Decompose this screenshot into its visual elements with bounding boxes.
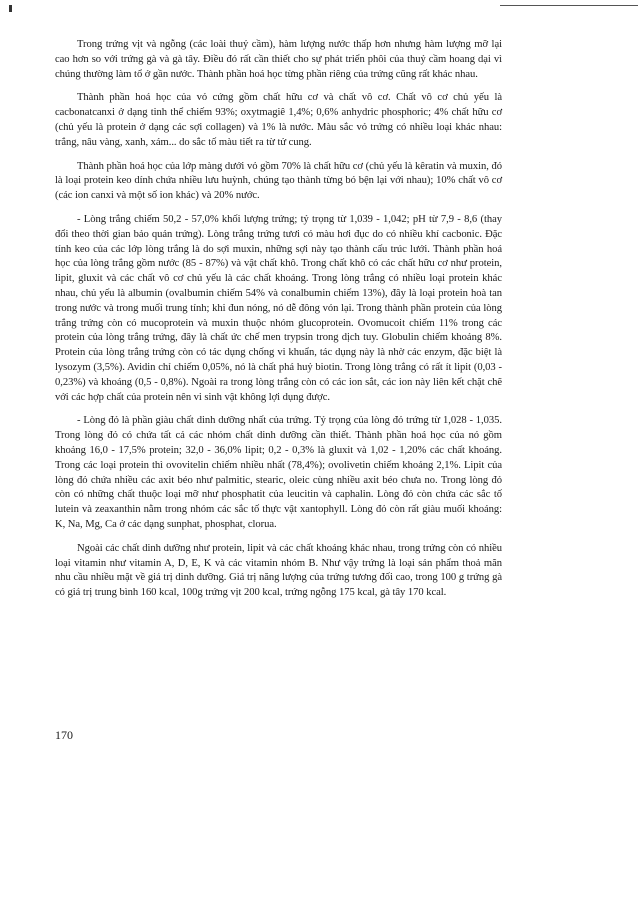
- scan-mark: [9, 5, 12, 12]
- paragraph-egg-yolk: - Lòng đỏ là phần giàu chất dinh dưỡng nhất của trứng. Tỷ trọng của lòng đỏ trứng từ 1,028 - 1,035. Trong lòng đỏ có chứa tất cả các nhóm chất dinh dưỡng cần thiết. Thành phần hoá học của nó gồm khoảng 16,0 - 17,5% protein; 32,0 - 36,0% lipit; 0,2 - 0,3% là gluxit và 1,02 - 1,20% các chất khoáng. Trong các loại protein thì ovovitelin chiếm nhiều nhất (78,4%); ovolivetin chiếm khoảng 2,1%. Lipit của lòng đỏ chứa nhiều các axit béo như palmitic, stearic, oleic cùng nhiều axit béo chưa no. Trong lòng đỏ còn có những chất thuộc loại mỡ như phosphatit của leucitin và caphalin. Lòng đỏ còn chứa các sắc tố lutein và zeaxanthin nằm trong nhóm các sắc tố thực vật xantophyll. Lòng đỏ còn rất giàu muối khoáng: K, Na, Mg, Ca ở các dạng sunphat, phosphat, clorua.: [55, 415, 502, 530]
- paragraph-vitamins-energy: Ngoài các chất dinh dưỡng như protein, lipit và các chất khoáng khác nhau, trong trứng còn có nhiều loại vitamin như vitamin A, D, E, K và các vitamin nhóm B. Như vậy trứng là loại sản phẩm thoả mãn nhu cầu nhiều mặt về giá trị dinh dưỡng. Giá trị năng lượng của trứng tương đối cao, trong 100 g trứng gà có giá trị trung bình 160 kcal, 100g trứng vịt 200 kcal, trứng ngỗng 175 kcal, gà tây 170 kcal.: [55, 542, 502, 599]
- paragraph-waterfowl-eggs: Trong trứng vịt và ngỗng (các loài thuỷ cầm), hàm lượng nước thấp hơn nhưng hàm lượng mỡ lại cao hơn so với trứng gà và gà tây. Điều đó rất cần thiết cho sự phát triển phôi của thuỷ cầm hoang dại vì chúng thường làm tổ ở gần nước. Thành phần hoá học từng phần riêng của trứng cũng rất khác nhau.: [55, 39, 502, 80]
- paragraph-shell-composition: Thành phần hoá học của vỏ cứng gồm chất hữu cơ và chất vô cơ. Chất vô cơ chủ yếu là cacbonatcanxi ở dạng tinh thể chiếm 93%; oxytmagiê 1,4%; 0,6% anhydric phosphoric; 4% chất hữu cơ (chủ yếu là protein ở dạng các sợi collagen) và 1% là nước. Màu sắc vỏ trứng có nhiều loại khác nhau: trắng, nâu vàng, xanh, xám... do sắc tố màu tiết ra từ tử cung.: [55, 92, 502, 148]
- header-rule: [500, 5, 638, 6]
- body-text: [55, 38, 502, 610]
- paragraph-egg-white: - Lòng trắng chiếm 50,2 - 57,0% khối lượng trứng; tỷ trọng từ 1,039 - 1,042; pH từ 7,9 - 8,6 (thay đổi theo thời gian bảo quản trứng). Lòng trắng trứng tươi có màu hơi đục do có nhiều khí cacbonic. Đặc tính keo của các lớp lòng trắng là do sợi muxin, những sợi này tạo thành cấu trúc lưới. Thành phần hoá học của lòng trắng gồm nước (85 - 87%) và vật chất khô. Trong chất khô có các chất hữu cơ như protein, lipit, gluxit và các chất vô cơ chủ yếu là các chất khoáng. Trong lòng trắng có nhiều loại protein khác nhau, chủ yếu là albumin (ovalbumin chiếm 54% và conalbumin chiếm 13%), đây là loại protein hoà tan trong nước và trong muối trung tính; khi đun nóng, nó dễ đông vón lại. Trong thành phần protein của lòng trắng trứng còn có mucoprotein và muxin thuộc nhóm glucoprotein. Ovomucoit chiếm 11% trong các protein của lòng trắng trứng, đây là chất ức chế men trypsin trong dịch tuy. Globulin chiếm khoảng 8%. Protein của lòng trắng trứng còn có tác dụng chống vi khuẩn, tác dụng này là nhờ các enzym, đặc biệt là lysozym (3,5%). Avidin chỉ chiếm 0,05%, nó là chất phá huỷ biotin. Trong lòng trắng có rất ít lipit (0,03 - 0,23%) và khoáng (0,5 - 0,8%). Ngoài ra trong lòng trắng còn có các ion sắt, các ion này liên kết chặt chẽ với các hợp chất của protein nên vi sinh vật không lợi dụng được.: [55, 213, 502, 403]
- paragraph-membrane-composition: Thành phần hoá học của lớp màng dưới vỏ gồm 70% là chất hữu cơ (chủ yếu là kêratin và muxin, đó là loại protein keo dính chứa nhiều lưu huỳnh, chúng tạo thành từng bó bện lại với nhau); 10% chất vô cơ (các ion canxi và một số ion khác) và 20% nước.: [55, 160, 502, 202]
- page-number: 170: [55, 728, 73, 742]
